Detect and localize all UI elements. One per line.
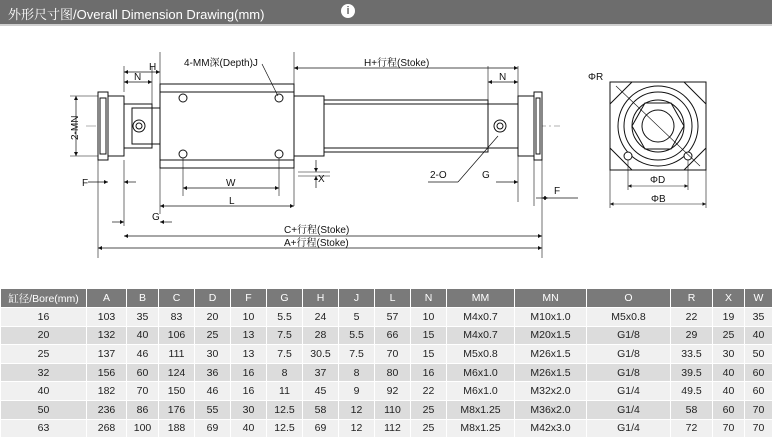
table-cell: 7.5 bbox=[339, 345, 375, 364]
table-cell: 57 bbox=[375, 308, 411, 327]
table-cell: 60 bbox=[127, 363, 159, 382]
table-cell: 33.5 bbox=[671, 345, 713, 364]
table-cell: 9 bbox=[339, 382, 375, 401]
table-cell: 28 bbox=[303, 326, 339, 345]
table-cell: 268 bbox=[87, 419, 127, 438]
table-cell: 30 bbox=[713, 345, 745, 364]
table-cell: 13 bbox=[231, 326, 267, 345]
bore-cell: 32 bbox=[1, 363, 87, 382]
table-cell: 15 bbox=[411, 345, 447, 364]
info-icon[interactable]: i bbox=[341, 4, 355, 18]
table-cell: 30 bbox=[231, 400, 267, 419]
table-cell: 106 bbox=[159, 326, 195, 345]
table-cell: G1/4 bbox=[587, 382, 671, 401]
label-h: H bbox=[149, 62, 156, 73]
table-cell: 176 bbox=[159, 400, 195, 419]
table-cell: M5x0.8 bbox=[587, 308, 671, 327]
table-cell: M4x0.7 bbox=[447, 326, 515, 345]
table-cell: 40 bbox=[127, 326, 159, 345]
table-cell: 5.5 bbox=[267, 308, 303, 327]
label-o: 2-O bbox=[430, 170, 447, 181]
table-cell: 37 bbox=[303, 363, 339, 382]
table-cell: G1/8 bbox=[587, 326, 671, 345]
table-cell: 13 bbox=[231, 345, 267, 364]
bore-cell: 50 bbox=[1, 400, 87, 419]
table-cell: 24 bbox=[303, 308, 339, 327]
header-bore: 缸径/Bore(mm) bbox=[1, 289, 87, 308]
table-cell: M8x1.25 bbox=[447, 419, 515, 438]
table-cell: 60 bbox=[713, 400, 745, 419]
table-cell: 25 bbox=[411, 419, 447, 438]
table-cell: M36x2.0 bbox=[515, 400, 587, 419]
table-cell: 72 bbox=[671, 419, 713, 438]
table-cell: 15 bbox=[411, 326, 447, 345]
header-o: O bbox=[587, 289, 671, 308]
table-cell: 182 bbox=[87, 382, 127, 401]
label-g-left: G bbox=[152, 212, 160, 223]
table-cell: M26x1.5 bbox=[515, 345, 587, 364]
label-n-right: N bbox=[499, 72, 506, 83]
label-n-left: N bbox=[134, 72, 141, 83]
end-view bbox=[610, 82, 706, 170]
header-d: D bbox=[195, 289, 231, 308]
bore-cell: 63 bbox=[1, 419, 87, 438]
header-x: X bbox=[713, 289, 745, 308]
table-cell: 16 bbox=[411, 363, 447, 382]
table-cell: 100 bbox=[127, 419, 159, 438]
header-mn: MN bbox=[515, 289, 587, 308]
left-end-cap bbox=[98, 92, 160, 160]
table-cell: 70 bbox=[745, 400, 772, 419]
label-c: C+行程(Stoke) bbox=[284, 223, 349, 236]
table-cell: 36 bbox=[195, 363, 231, 382]
label-x: X bbox=[318, 174, 325, 185]
header-j: J bbox=[339, 289, 375, 308]
table-row bbox=[1, 308, 772, 327]
table-cell: 25 bbox=[411, 400, 447, 419]
cylinder-tube bbox=[324, 100, 488, 152]
table-cell: 70 bbox=[745, 419, 772, 438]
table-cell: 110 bbox=[375, 400, 411, 419]
header-g: G bbox=[267, 289, 303, 308]
table-cell: 70 bbox=[375, 345, 411, 364]
table-cell: 25 bbox=[713, 326, 745, 345]
table-cell: 20 bbox=[195, 308, 231, 327]
table-cell: 86 bbox=[127, 400, 159, 419]
table-row bbox=[1, 419, 772, 438]
table-cell: 69 bbox=[303, 419, 339, 438]
bore-cell: 16 bbox=[1, 308, 87, 327]
table-cell: 83 bbox=[159, 308, 195, 327]
table-cell: G1/4 bbox=[587, 400, 671, 419]
dimension-table bbox=[0, 288, 772, 438]
table-cell: M32x2.0 bbox=[515, 382, 587, 401]
table-cell: 10 bbox=[411, 308, 447, 327]
table-cell: 5 bbox=[339, 308, 375, 327]
header-h: H bbox=[303, 289, 339, 308]
header-n: N bbox=[411, 289, 447, 308]
table-cell: 150 bbox=[159, 382, 195, 401]
header-l: L bbox=[375, 289, 411, 308]
table-cell: 156 bbox=[87, 363, 127, 382]
table-cell: 80 bbox=[375, 363, 411, 382]
table-cell: 45 bbox=[303, 382, 339, 401]
table-cell: 70 bbox=[713, 419, 745, 438]
header-a: A bbox=[87, 289, 127, 308]
table-row bbox=[1, 400, 772, 419]
table-cell: 29 bbox=[671, 326, 713, 345]
table-cell: 58 bbox=[303, 400, 339, 419]
table-cell: 40 bbox=[231, 419, 267, 438]
bore-cell: 25 bbox=[1, 345, 87, 364]
table-cell: 30 bbox=[195, 345, 231, 364]
table-cell: 60 bbox=[745, 382, 772, 401]
table-cell: 124 bbox=[159, 363, 195, 382]
table-cell: 8 bbox=[267, 363, 303, 382]
label-d: ΦD bbox=[650, 175, 665, 186]
table-cell: 49.5 bbox=[671, 382, 713, 401]
table-cell: 40 bbox=[713, 382, 745, 401]
table-cell: M42x3.0 bbox=[515, 419, 587, 438]
table-cell: 8 bbox=[339, 363, 375, 382]
table-cell: 25 bbox=[195, 326, 231, 345]
label-depth: 4-MM深(Depth)J bbox=[184, 57, 258, 69]
table-cell: 5.5 bbox=[339, 326, 375, 345]
table-cell: G1/8 bbox=[587, 363, 671, 382]
label-g-right: G bbox=[482, 170, 490, 181]
table-cell: 58 bbox=[671, 400, 713, 419]
label-r: ΦR bbox=[588, 72, 603, 83]
header-w: W bbox=[745, 289, 772, 308]
label-a: A+行程(Stoke) bbox=[284, 236, 349, 249]
header-r: R bbox=[671, 289, 713, 308]
bore-cell: 40 bbox=[1, 382, 87, 401]
table-cell: 12 bbox=[339, 400, 375, 419]
label-w: W bbox=[226, 178, 236, 189]
table-cell: 16 bbox=[231, 382, 267, 401]
header-f: F bbox=[231, 289, 267, 308]
table-cell: 46 bbox=[127, 345, 159, 364]
table-cell: 111 bbox=[159, 345, 195, 364]
table-cell: 40 bbox=[713, 363, 745, 382]
label-f-right: F bbox=[554, 186, 560, 197]
table-cell: 112 bbox=[375, 419, 411, 438]
label-f-left: F bbox=[82, 178, 88, 189]
table-cell: 22 bbox=[671, 308, 713, 327]
table-cell: 103 bbox=[87, 308, 127, 327]
table-cell: M4x0.7 bbox=[447, 308, 515, 327]
table-cell: 7.5 bbox=[267, 345, 303, 364]
table-cell: 7.5 bbox=[267, 326, 303, 345]
table-cell: 35 bbox=[745, 308, 772, 327]
page-title: 外形尺寸图/Overall Dimension Drawing(mm) bbox=[8, 4, 264, 23]
cylinder-block bbox=[160, 84, 324, 168]
table-cell: G1/8 bbox=[587, 345, 671, 364]
right-end-cap bbox=[488, 92, 542, 160]
table-cell: 12 bbox=[339, 419, 375, 438]
table-cell: 16 bbox=[231, 363, 267, 382]
dimension-drawing bbox=[0, 26, 772, 288]
table-cell: 46 bbox=[195, 382, 231, 401]
table-cell: 137 bbox=[87, 345, 127, 364]
table-cell: G1/4 bbox=[587, 419, 671, 438]
table-row bbox=[1, 345, 772, 364]
table-cell: 19 bbox=[713, 308, 745, 327]
table-cell: M8x1.25 bbox=[447, 400, 515, 419]
table-cell: 40 bbox=[745, 326, 772, 345]
table-cell: 69 bbox=[195, 419, 231, 438]
table-cell: 92 bbox=[375, 382, 411, 401]
table-cell: 12.5 bbox=[267, 419, 303, 438]
header-c: C bbox=[159, 289, 195, 308]
table-header-row bbox=[1, 289, 772, 308]
table-cell: M6x1.0 bbox=[447, 363, 515, 382]
table-cell: 236 bbox=[87, 400, 127, 419]
table-cell: 12.5 bbox=[267, 400, 303, 419]
table-cell: 22 bbox=[411, 382, 447, 401]
table-cell: 35 bbox=[127, 308, 159, 327]
table-cell: 60 bbox=[745, 363, 772, 382]
table-cell: 132 bbox=[87, 326, 127, 345]
table-cell: 11 bbox=[267, 382, 303, 401]
table-cell: 188 bbox=[159, 419, 195, 438]
label-mn: 2-MN bbox=[70, 116, 81, 140]
table-cell: M5x0.8 bbox=[447, 345, 515, 364]
table-cell: M6x1.0 bbox=[447, 382, 515, 401]
table-cell: 70 bbox=[127, 382, 159, 401]
table-row bbox=[1, 363, 772, 382]
table-cell: M10x1.0 bbox=[515, 308, 587, 327]
table-cell: 39.5 bbox=[671, 363, 713, 382]
table-cell: 66 bbox=[375, 326, 411, 345]
table-cell: 30.5 bbox=[303, 345, 339, 364]
table-cell: 50 bbox=[745, 345, 772, 364]
label-b: ΦB bbox=[651, 194, 666, 205]
label-stroke-h: H+行程(Stoke) bbox=[364, 56, 429, 69]
table-cell: M26x1.5 bbox=[515, 363, 587, 382]
table-row bbox=[1, 382, 772, 401]
bore-cell: 20 bbox=[1, 326, 87, 345]
header-b: B bbox=[127, 289, 159, 308]
table-cell: 10 bbox=[231, 308, 267, 327]
header-mm: MM bbox=[447, 289, 515, 308]
label-l: L bbox=[229, 196, 235, 207]
table-cell: 55 bbox=[195, 400, 231, 419]
title-bar bbox=[0, 0, 772, 26]
table-row bbox=[1, 326, 772, 345]
table-cell: M20x1.5 bbox=[515, 326, 587, 345]
